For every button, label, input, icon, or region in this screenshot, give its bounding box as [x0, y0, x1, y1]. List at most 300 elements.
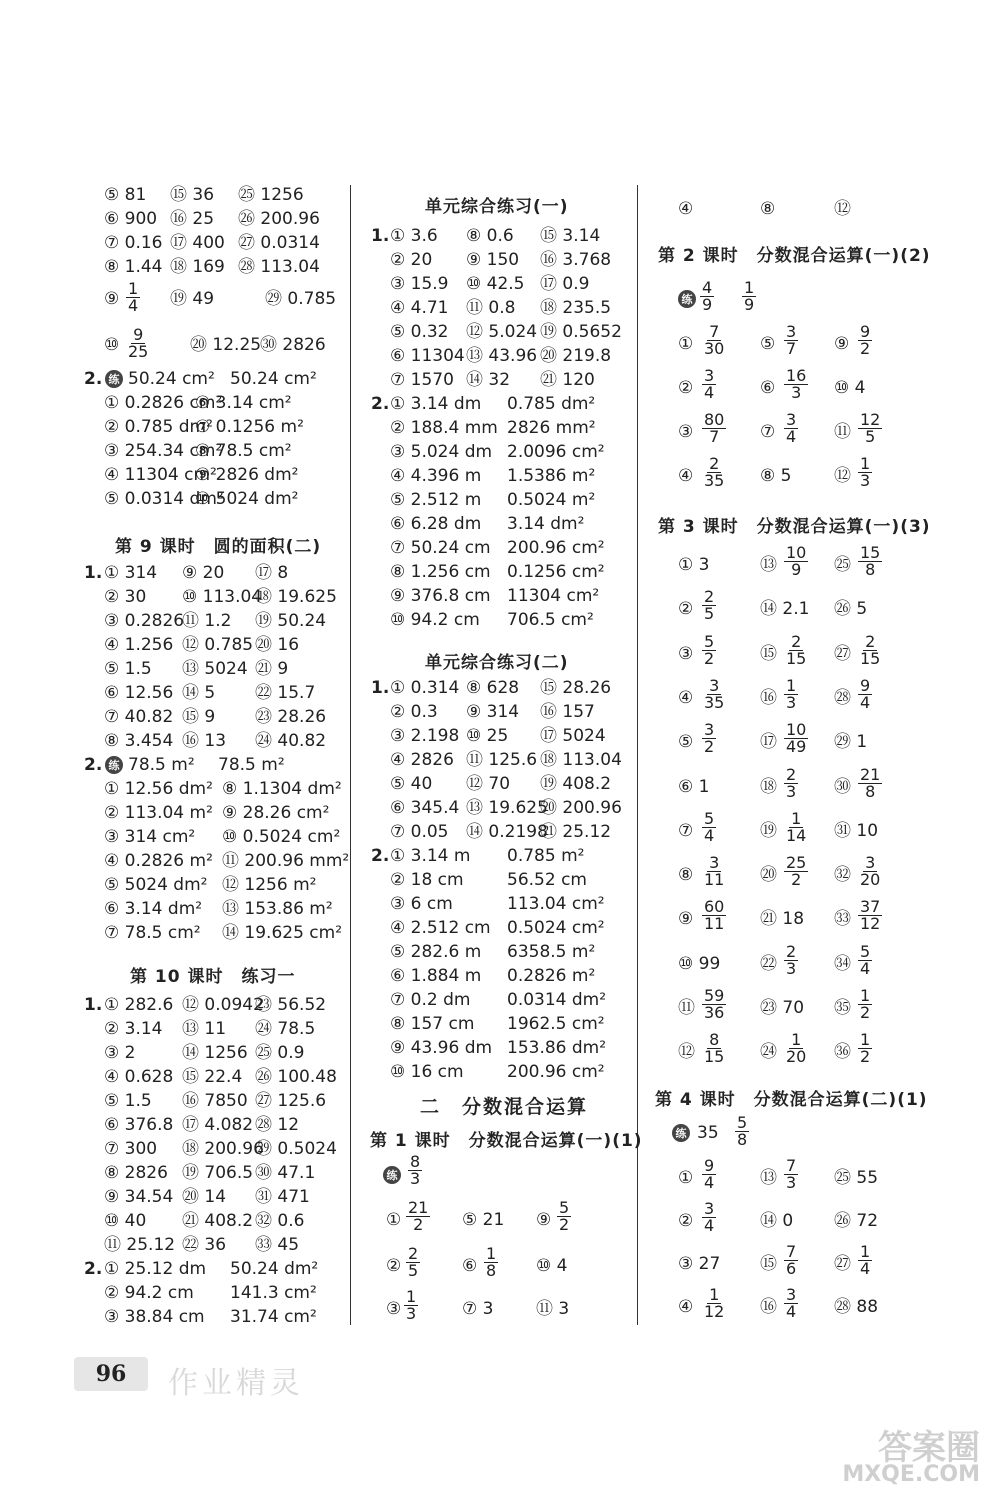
answer-cell: ⑤ 21 [462, 1210, 505, 1230]
answer-cell: ㉗ 0.0314 [238, 233, 320, 253]
answer-cell: ⑦ 50.24 cm [390, 538, 491, 558]
answer-label: ⑪ [834, 422, 851, 442]
answer-cell: 1962.5 cm² [507, 1014, 605, 1034]
numerator: 80 [704, 410, 725, 429]
answer-label: ① [678, 334, 694, 354]
answer-cell: ⑨ 34.54 [104, 1187, 174, 1207]
fraction [858, 764, 882, 801]
answer-label: ⑰ [760, 732, 777, 753]
fraction [700, 280, 714, 313]
answer-label: ⑤ [760, 334, 776, 354]
answer-cell: ㉜ 0.6 [255, 1211, 305, 1231]
answer-cell: ⑳ 200.96 [540, 798, 622, 818]
answer-cell: 3.14 dm² [507, 514, 585, 534]
fraction [784, 631, 808, 668]
answer-cell: ⑮ 3.14 [540, 226, 601, 246]
answer-cell: 0.785 m² [507, 846, 585, 866]
answer-cell: ⑤ 1.5 [104, 1091, 152, 1111]
answer-cell: ㉑ 25.12 [540, 822, 612, 842]
answer-label: ⑨ [678, 909, 694, 930]
denominator: 2 [791, 870, 802, 890]
denominator: 9 [791, 560, 802, 579]
numerator: 8 [410, 1152, 421, 1171]
answer-cell: ⑳ 16 [255, 635, 300, 655]
denominator: 8 [865, 781, 876, 801]
answer-cell: ㉓ 56.52 [255, 995, 327, 1015]
fraction [784, 722, 808, 755]
numerator: 1 [860, 986, 871, 1005]
answer-cell: ⑩ 0.5024 cm² [222, 827, 341, 847]
answer-label: ㉜ [834, 865, 851, 886]
fraction [858, 941, 872, 978]
answer-cell: ⑧ 1.1304 dm² [222, 779, 342, 799]
answer-label: ⑫ [678, 1042, 695, 1063]
fraction [406, 1246, 420, 1279]
denominator: 5 [865, 427, 876, 446]
practice-badge-icon: 练 [672, 1124, 690, 1142]
answer-label: ⑭ 0 [760, 1211, 794, 1231]
answer-label: ㉘ 88 [834, 1297, 879, 1317]
numerator: 15 [860, 543, 881, 562]
answer-cell: 0.785 dm² [507, 394, 596, 414]
answer-label: ⑨ [834, 334, 850, 354]
answer-cell: ⑨ 2826 dm² [195, 465, 299, 485]
answer-cell: ⑱ 169 [170, 257, 225, 277]
answer-cell: ③ 254.34 cm² [104, 441, 223, 461]
answer-label: ⑭ 2.1 [760, 599, 810, 620]
answer-cell: ⑪ 1.2 [182, 611, 232, 631]
fraction [784, 368, 808, 401]
question-number: 2. [371, 394, 390, 414]
answer-cell: ⑬ 11 [182, 1019, 227, 1039]
lesson-title: 第 2 课时 分数混合运算(一)(2) [658, 246, 931, 266]
answer-cell: ⑳ 219.8 [540, 346, 612, 366]
answer-cell: ⑭ 19.625 cm² [222, 923, 343, 943]
question-number: 1. [371, 226, 390, 246]
numerator: 3 [786, 410, 797, 429]
denominator: 8 [865, 560, 876, 579]
answer-cell: ⑤ 1.5 [104, 659, 152, 679]
answer-cell: ⑱ 113.04 [540, 750, 622, 770]
question-number: 1. [84, 563, 103, 583]
fraction [702, 855, 726, 888]
answer-cell: ⑥ 11304 [390, 346, 465, 366]
answer-label: ㉓ 70 [760, 998, 805, 1018]
fraction [784, 412, 798, 445]
fraction [858, 456, 872, 489]
answer-cell: ⑦ 0.2 dm [390, 990, 471, 1010]
denominator: 4 [128, 296, 139, 315]
numerator: 5 [559, 1198, 570, 1217]
fraction [735, 1115, 749, 1148]
numerator: 1 [744, 278, 755, 297]
answer-label: ⑧ [678, 865, 694, 886]
answer-cell: 11304 cm² [507, 586, 600, 606]
answer-cell: ㉙ 0.5024 [255, 1139, 337, 1159]
answer-cell: ㉔ 40.82 [255, 731, 327, 751]
answer-cell: ⑤ 0.0314 dm² [104, 489, 224, 509]
numerator: 9 [133, 325, 144, 344]
answer-cell: ② 18 cm [390, 870, 464, 890]
question-number: 2. [371, 846, 390, 866]
numerator: 5 [704, 631, 715, 651]
fraction [784, 1032, 808, 1065]
answer-cell: ④ 1.256 [104, 635, 174, 655]
denominator: 7 [786, 339, 797, 358]
corner-site-watermark: MXQE.COM [842, 1462, 980, 1487]
answer-cell: ⑩ 113.04 [182, 587, 263, 607]
answer-cell: ⑫ 0.0942 [182, 995, 264, 1015]
answer-cell: ② 30 [104, 587, 147, 607]
answer-cell: ① 0.314 [390, 678, 460, 698]
answer-cell: ⑥ 3.14 cm² [195, 393, 292, 413]
answer-cell: ⑨ 28.26 cm² [222, 803, 330, 823]
answer-cell: ⑩ 5024 dm² [195, 489, 299, 509]
fraction [702, 1287, 726, 1320]
denominator: 7 [709, 427, 720, 446]
answer-cell: ⑩ 4 [536, 1256, 568, 1276]
denominator: 2 [559, 1215, 570, 1234]
numerator: 37 [860, 897, 881, 917]
fraction [858, 412, 882, 445]
answer-cell: ⑪ 125.6 [466, 750, 538, 770]
fraction [702, 899, 726, 932]
answer-cell: ② 188.4 mm [390, 418, 498, 438]
answer-label: ⑩ 99 [678, 953, 721, 974]
denominator: 3 [786, 958, 797, 978]
fraction [858, 545, 882, 578]
numerator: 3 [704, 1199, 715, 1218]
answer-label: ② [386, 1256, 402, 1276]
answer-cell: ⑳ 12.25 [190, 335, 262, 355]
answer-cell: ⑩ 16 cm [390, 1062, 464, 1082]
numerator: 9 [704, 1156, 715, 1175]
answer-label: ㉗ [834, 643, 851, 664]
numerator: 21 [860, 764, 881, 784]
numerator: 4 [702, 278, 713, 297]
answer-cell: 200.96 cm² [507, 538, 605, 558]
answer-cell: ⑮ 36 [170, 185, 215, 205]
answer-cell: ㉕ 1256 [238, 185, 304, 205]
fraction [858, 324, 872, 357]
denominator: 3 [860, 471, 871, 490]
answer-cell: ⑧ 628 [466, 678, 520, 698]
answer-label: ⑫ [834, 199, 851, 219]
fraction [702, 456, 726, 489]
numerator: 10 [786, 543, 807, 562]
answer-cell: ⑪ 25.12 [104, 1235, 176, 1255]
answer-cell: ③ 0.2826 [104, 611, 185, 631]
answer-cell: ⑪ 0.8 [466, 298, 516, 318]
answer-cell: ⑥ 6.28 dm [390, 514, 482, 534]
numerator: 2 [408, 1244, 419, 1263]
fraction [858, 631, 882, 668]
denominator: 35 [704, 471, 725, 490]
answer-cell: ⑫ 1256 m² [222, 875, 317, 895]
answer-cell: ⑤ 81 [104, 185, 147, 205]
answer-cell: ㉛ 471 [255, 1187, 310, 1207]
answer-cell: ④ 0.628 [104, 1067, 174, 1087]
answer-label: ㉗ [834, 1254, 851, 1274]
answer-label: ⑯ [760, 687, 777, 708]
answer-label: ⑪ [678, 998, 695, 1018]
answer-cell: ② 20 [390, 250, 433, 270]
denominator: 3 [410, 1169, 421, 1188]
numerator: 1 [791, 808, 802, 828]
answer-cell: ② 113.04 m² [104, 803, 213, 823]
answer-cell: 0.2826 m² [507, 966, 596, 986]
answer-cell: 0.0314 dm² [507, 990, 607, 1010]
footer-watermark: 作业精灵 [168, 1366, 304, 1401]
fraction [858, 988, 872, 1021]
numerator: 2 [786, 764, 797, 784]
fraction [702, 324, 726, 357]
fraction [702, 722, 716, 755]
numerator: 3 [704, 366, 715, 385]
fraction [702, 1158, 716, 1191]
numerator: 1 [860, 1242, 871, 1261]
answer-label: ⑩ 4 [834, 378, 866, 398]
numerator: 2 [865, 631, 876, 651]
answer-cell: ⑯ 13 [182, 731, 227, 751]
fraction [126, 281, 140, 314]
answer-cell: ⑧ 1.256 cm [390, 562, 491, 582]
fraction [702, 1201, 716, 1234]
answer-cell: ⑯ 7850 [182, 1091, 248, 1111]
fraction [784, 1287, 798, 1320]
column-divider-right [637, 185, 638, 1325]
answer-label: ② [678, 1211, 694, 1231]
section-title: 二 分数混合运算 [420, 1096, 589, 1118]
answer-cell: ⑱ 235.5 [540, 298, 612, 318]
lesson-title: 第 4 课时 分数混合运算(二)(1) [655, 1090, 928, 1110]
answer-label: ⑦ [678, 820, 694, 841]
answer-cell: ⑨ 150 [466, 250, 520, 270]
answer-label: ⑮ [760, 1254, 777, 1274]
fraction [557, 1200, 571, 1233]
answer-cell: ③ 38.84 cm [104, 1307, 205, 1327]
answer-label: ③ 27 [678, 1254, 721, 1274]
answer-label: ⑧ 5 [760, 466, 792, 486]
answer-cell: ⑰ 8 [255, 563, 289, 583]
answer-cell: ⑯ 157 [540, 702, 595, 722]
fraction [408, 1154, 422, 1187]
answer-cell: ⑥ 12.56 [104, 683, 174, 703]
denominator: 3 [786, 1173, 797, 1192]
answer-cell: ⑧ 2826 [104, 1163, 168, 1183]
answer-label: ③ [678, 643, 694, 664]
answer-label: ⑥ [760, 378, 776, 398]
answer-label: ㉒ [760, 953, 777, 974]
answer-cell: ① 25.12 dm [104, 1259, 207, 1279]
answer-label: ㉛ 10 [834, 820, 879, 841]
answer-cell: ⑩ 42.5 [466, 274, 525, 294]
denominator: 12 [704, 1302, 725, 1321]
answer-cell: ① 314 [104, 563, 158, 583]
answer-label: ㉕ 55 [834, 1168, 879, 1188]
answer-label: ③ [678, 422, 694, 442]
answer-cell: ㉔ 78.5 [255, 1019, 316, 1039]
answer-label: ㉙ 1 [834, 732, 868, 753]
answer-cell: ⑱ 19.625 [255, 587, 337, 607]
numerator: 2 [704, 587, 715, 607]
answer-cell: ㉓ 28.26 [255, 707, 327, 727]
answer-cell: ㉒ 36 [182, 1235, 227, 1255]
fraction [126, 327, 150, 360]
numerator: 3 [709, 853, 720, 873]
denominator: 15 [704, 1047, 725, 1067]
denominator: 25 [128, 342, 149, 361]
answer-cell: ⑩ 94.2 cm [390, 610, 480, 630]
fraction [858, 1032, 872, 1065]
answer-label: ⑥ [462, 1256, 478, 1276]
practice-badge-icon: 练 [105, 756, 123, 774]
denominator: 3 [786, 692, 797, 712]
answer-cell: 1.5386 m² [507, 466, 596, 486]
numerator: 3 [704, 720, 715, 740]
fraction [858, 1244, 872, 1277]
fraction [406, 1200, 430, 1233]
numerator: 7 [786, 1156, 797, 1175]
denominator: 4 [860, 1259, 871, 1278]
numerator: 2 [791, 631, 802, 651]
answer-cell: ⑮ 28.26 [540, 678, 612, 698]
corner-watermark: 答案圈 [878, 1428, 980, 1468]
answer-cell: ㉖ 100.48 [255, 1067, 337, 1087]
answer-cell: ② 0.785 dm² [104, 417, 213, 437]
question-number: 1. [84, 995, 103, 1015]
answer-cell: ⑰ 4.082 [182, 1115, 254, 1135]
answer-cell: ⑱ 200.96 [182, 1139, 264, 1159]
answer-cell: ⑮ 9 [182, 707, 216, 727]
answer-label: ㉞ [834, 953, 851, 974]
denominator: 4 [860, 958, 871, 978]
fraction [784, 1158, 798, 1191]
answer-label: ㊱ [834, 1042, 851, 1063]
answer-cell: ⑤ 0.32 [390, 322, 449, 342]
numerator: 5 [737, 1113, 748, 1132]
answer-cell: 0.5024 cm² [507, 918, 605, 938]
fraction [858, 675, 872, 712]
fraction [702, 1032, 726, 1065]
answer-cell: ④ 2.512 cm [390, 918, 491, 938]
denominator: 2 [860, 1003, 871, 1022]
answer-cell: ① 12.56 dm² [104, 779, 213, 799]
denominator: 4 [704, 1216, 715, 1235]
answer-cell: ⑦ 1570 [390, 370, 454, 390]
answer-label: ㉚ [834, 776, 851, 797]
denominator: 4 [860, 692, 871, 712]
numerator: 7 [786, 1242, 797, 1261]
answer-cell: ⑲ 50.24 [255, 611, 327, 631]
denominator: 14 [786, 825, 807, 845]
question-number: 2. [84, 755, 103, 775]
fraction [784, 764, 798, 801]
denominator: 9 [702, 295, 713, 314]
numerator: 3 [865, 853, 876, 873]
answer-cell: 78.5 m² [218, 755, 285, 775]
fraction [784, 941, 798, 978]
denominator: 3 [791, 383, 802, 402]
denominator: 2 [860, 1047, 871, 1067]
answer-cell: ① 282.6 [104, 995, 174, 1015]
denominator: 11 [704, 870, 725, 890]
question-number: 1. [371, 678, 390, 698]
answer-cell: ⑭ 0.2198 [466, 822, 548, 842]
answer-cell: ㉑ 120 [540, 370, 595, 390]
answer-cell: ㉘ 12 [255, 1115, 300, 1135]
answer-label: ② [678, 599, 694, 620]
numerator: 5 [704, 808, 715, 828]
denominator: 49 [786, 737, 807, 757]
answer-label: ⑨ [536, 1210, 552, 1230]
answer-cell: ⑮ 22.4 [182, 1067, 243, 1087]
fraction [784, 324, 798, 357]
answer-cell: ㉚ 47.1 [255, 1163, 316, 1183]
answer-cell: ⑰ 400 [170, 233, 225, 253]
numerator: 12 [860, 410, 881, 429]
denominator: 8 [486, 1261, 497, 1280]
denominator: 15 [786, 648, 807, 668]
question-number: 2. [84, 369, 103, 389]
answer-cell: ⑲ 49 [170, 289, 215, 309]
answer-cell: ④ 0.2826 m² [104, 851, 213, 871]
fraction [742, 280, 756, 313]
answer-cell: ⑥ 1.884 m [390, 966, 482, 986]
numerator: 16 [786, 366, 807, 385]
answer-label: ⑳ [760, 865, 777, 886]
answer-cell: ⑦ 0.1256 m² [195, 417, 304, 437]
answer-label: ④ [678, 1297, 694, 1317]
answer-cell: 35 [697, 1123, 719, 1143]
answer-label: ⑫ [834, 466, 851, 486]
denominator: 8 [737, 1130, 748, 1149]
answer-label: ㉝ [834, 909, 851, 930]
answer-cell: ⑲ 408.2 [540, 774, 612, 794]
answer-cell: ⑨ 43.96 dm [390, 1038, 493, 1058]
denominator: 2 [704, 737, 715, 757]
denominator: 9 [744, 295, 755, 314]
denominator: 20 [786, 1047, 807, 1067]
numerator: 1 [128, 279, 139, 298]
answer-label: ㉖ 5 [834, 599, 868, 620]
numerator: 9 [860, 322, 871, 341]
answer-label: ⑩ [104, 335, 120, 355]
fraction [784, 808, 808, 845]
answer-cell: 2.0096 cm² [507, 442, 605, 462]
answer-cell: ⑨ 20 [182, 563, 225, 583]
answer-cell: 0.5024 m² [507, 490, 596, 510]
numerator: 3 [786, 322, 797, 341]
denominator: 3 [406, 1304, 417, 1323]
denominator: 4 [704, 1173, 715, 1192]
numerator: 1 [860, 454, 871, 473]
answer-cell: ⑲ 706.5 [182, 1163, 254, 1183]
answer-cell: 2826 mm² [507, 418, 596, 438]
answer-cell: ⑫ 70 [466, 774, 511, 794]
answer-label: ④ [678, 687, 694, 708]
answer-cell: ④ 4.71 [390, 298, 449, 318]
section-title: 单元综合练习(二) [425, 653, 569, 673]
answer-cell: ⑥ 3.14 dm² [104, 899, 203, 919]
answer-cell: ③ 314 cm² [104, 827, 196, 847]
fraction [404, 1289, 418, 1322]
answer-cell: ⑭ 1256 [182, 1043, 248, 1063]
fraction [858, 855, 882, 888]
answer-cell: ⑨ 376.8 cm [390, 586, 491, 606]
answer-cell: ⑬ 5024 [182, 659, 248, 679]
answer-cell: ⑰ 0.9 [540, 274, 590, 294]
